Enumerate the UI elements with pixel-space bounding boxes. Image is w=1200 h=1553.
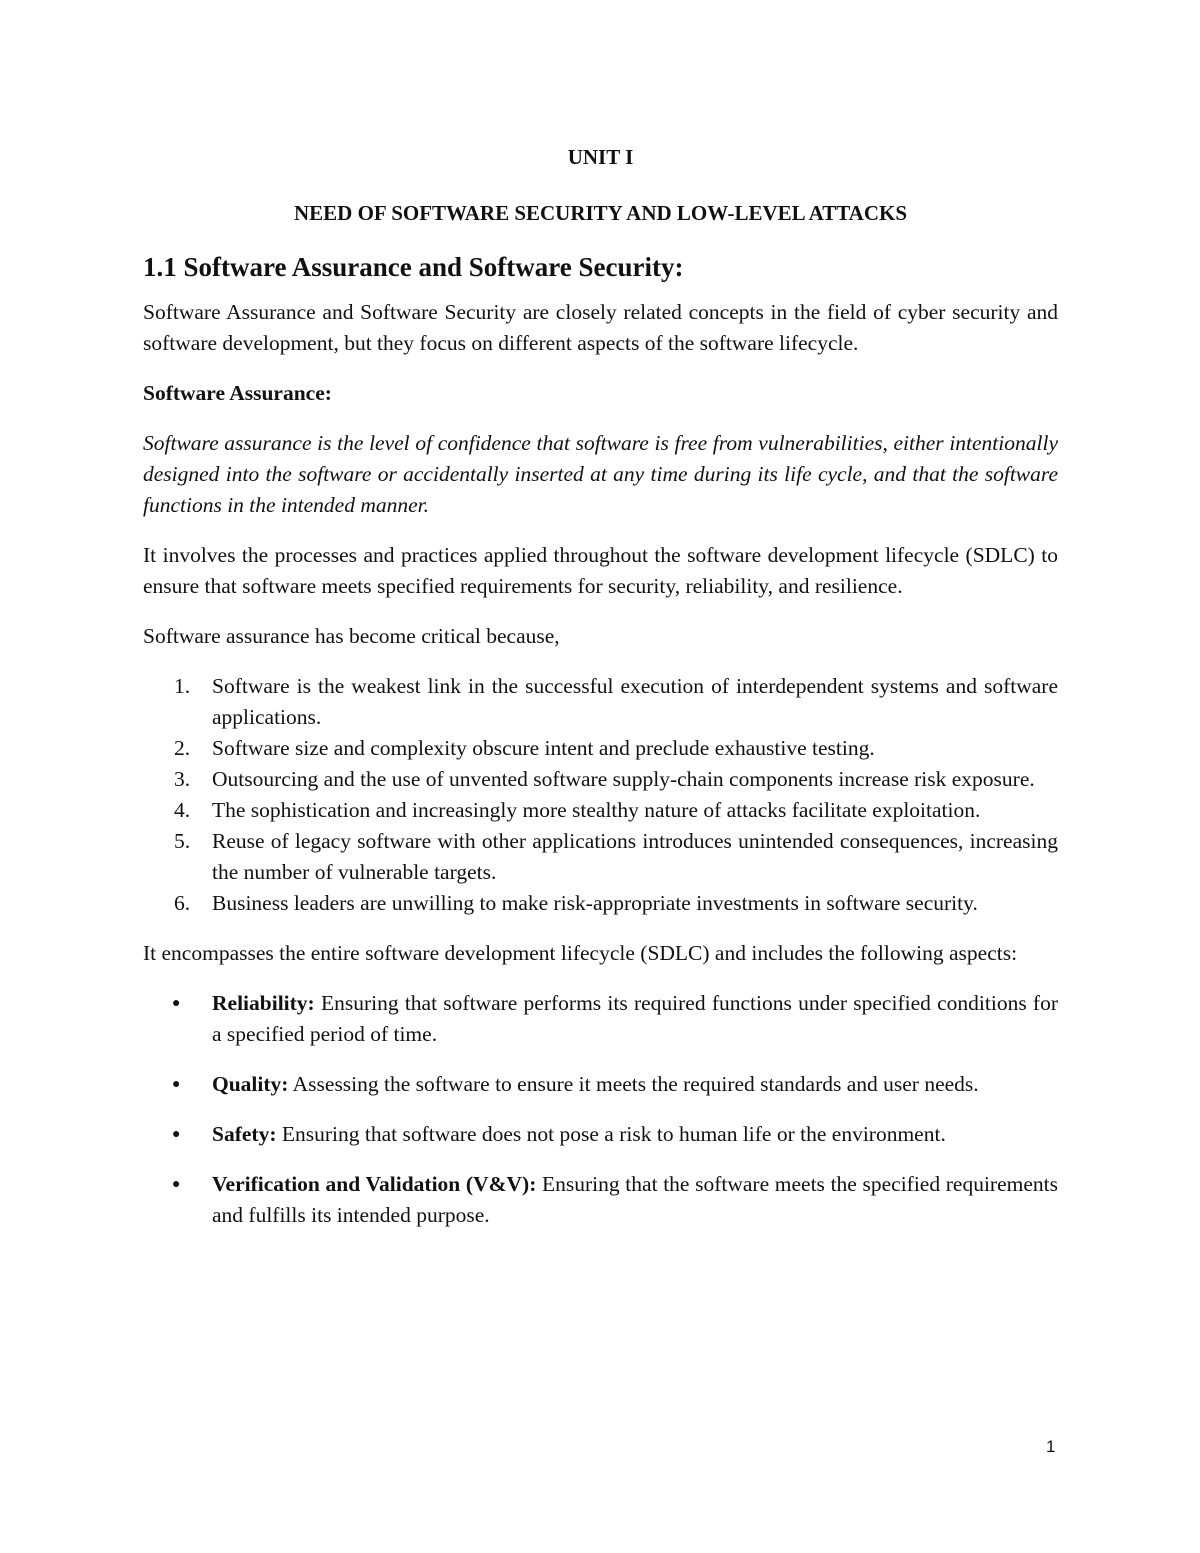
bullet-icon: ● (172, 1077, 181, 1092)
aspect-text: Ensuring that software does not pose a risk to human life or the environment. (276, 1122, 946, 1146)
encompasses-paragraph: It encompasses the entire software development lifecycle (SDLC) and includes the following aspects: (143, 941, 1018, 965)
list-number: 2. (174, 736, 191, 760)
aspect-item-verification-validation (143, 1169, 1058, 1231)
aspect-term: Verification and Validation (V&V): (212, 1172, 537, 1196)
aspect-text: Assessing the software to ensure it meets the required standards and user needs. (288, 1072, 979, 1096)
list-text: Software is the weakest link in the successful execution of interdependent systems and software applications. (212, 674, 1058, 729)
list-item (143, 671, 1058, 733)
aspects-list (143, 988, 1058, 1231)
list-number: 3. (174, 767, 191, 791)
list-number: 1. (174, 674, 191, 698)
list-text: Outsourcing and the use of unvented software supply-chain components increase risk exposure. (212, 767, 1035, 791)
aspect-item-safety (143, 1119, 1058, 1150)
intro-paragraph: Software Assurance and Software Security are closely related concepts in the field of cyber security and software development, but they focus on different aspects of the software lifecycle. (143, 300, 1058, 355)
process-paragraph: It involves the processes and practices applied throughout the software development lifecycle (SDLC) to ensure that software meets specified requirements for security, reliability, and resilience. (143, 543, 1058, 598)
aspect-item-quality (143, 1069, 1058, 1100)
list-text: The sophistication and increasingly more stealthy nature of attacks facilitate exploitation. (212, 798, 981, 822)
critical-reasons-list (143, 671, 1058, 919)
list-text: Software size and complexity obscure intent and preclude exhaustive testing. (212, 736, 875, 760)
aspect-text: Ensuring that the software meets the specified requirements and fulfills its intended purpose. (212, 1172, 1058, 1227)
list-item (143, 764, 1058, 795)
list-item (143, 888, 1058, 919)
aspect-term: Reliability: (212, 991, 315, 1015)
list-item (143, 733, 1058, 764)
page-content (143, 142, 1058, 1250)
list-number: 5. (174, 829, 191, 853)
list-text: Reuse of legacy software with other applications introduces unintended consequences, increasing the number of vulnerable targets. (212, 829, 1058, 884)
critical-intro: Software assurance has become critical because, (143, 624, 560, 648)
list-item (143, 826, 1058, 888)
bullet-icon: ● (172, 1177, 181, 1192)
aspect-item-reliability (143, 988, 1058, 1050)
aspect-term: Quality: (212, 1072, 289, 1096)
unit-title: UNIT I (567, 145, 634, 169)
aspect-term: Safety: (212, 1122, 277, 1146)
list-number: 4. (174, 798, 191, 822)
section-heading: 1.1 Software Assurance and Software Security: (143, 252, 684, 282)
list-text: Business leaders are unwilling to make risk-appropriate investments in software security. (212, 891, 978, 915)
bullet-icon: ● (172, 1127, 181, 1142)
software-assurance-heading: Software Assurance: (143, 381, 332, 405)
list-number: 6. (174, 891, 191, 915)
bullet-icon: ● (172, 996, 181, 1011)
definition-paragraph: Software assurance is the level of confidence that software is free from vulnerabilities, either intentionally designed into the software or accidentally inserted at any time during its life cycle, and that the software functions in the intended manner. (143, 431, 1058, 517)
main-title: NEED OF SOFTWARE SECURITY AND LOW-LEVEL ATTACKS (293, 201, 907, 225)
aspect-text: Ensuring that software performs its required functions under specified conditions for a specified period of time. (212, 991, 1058, 1046)
list-item (143, 795, 1058, 826)
page-number: 1 (1046, 1437, 1056, 1456)
